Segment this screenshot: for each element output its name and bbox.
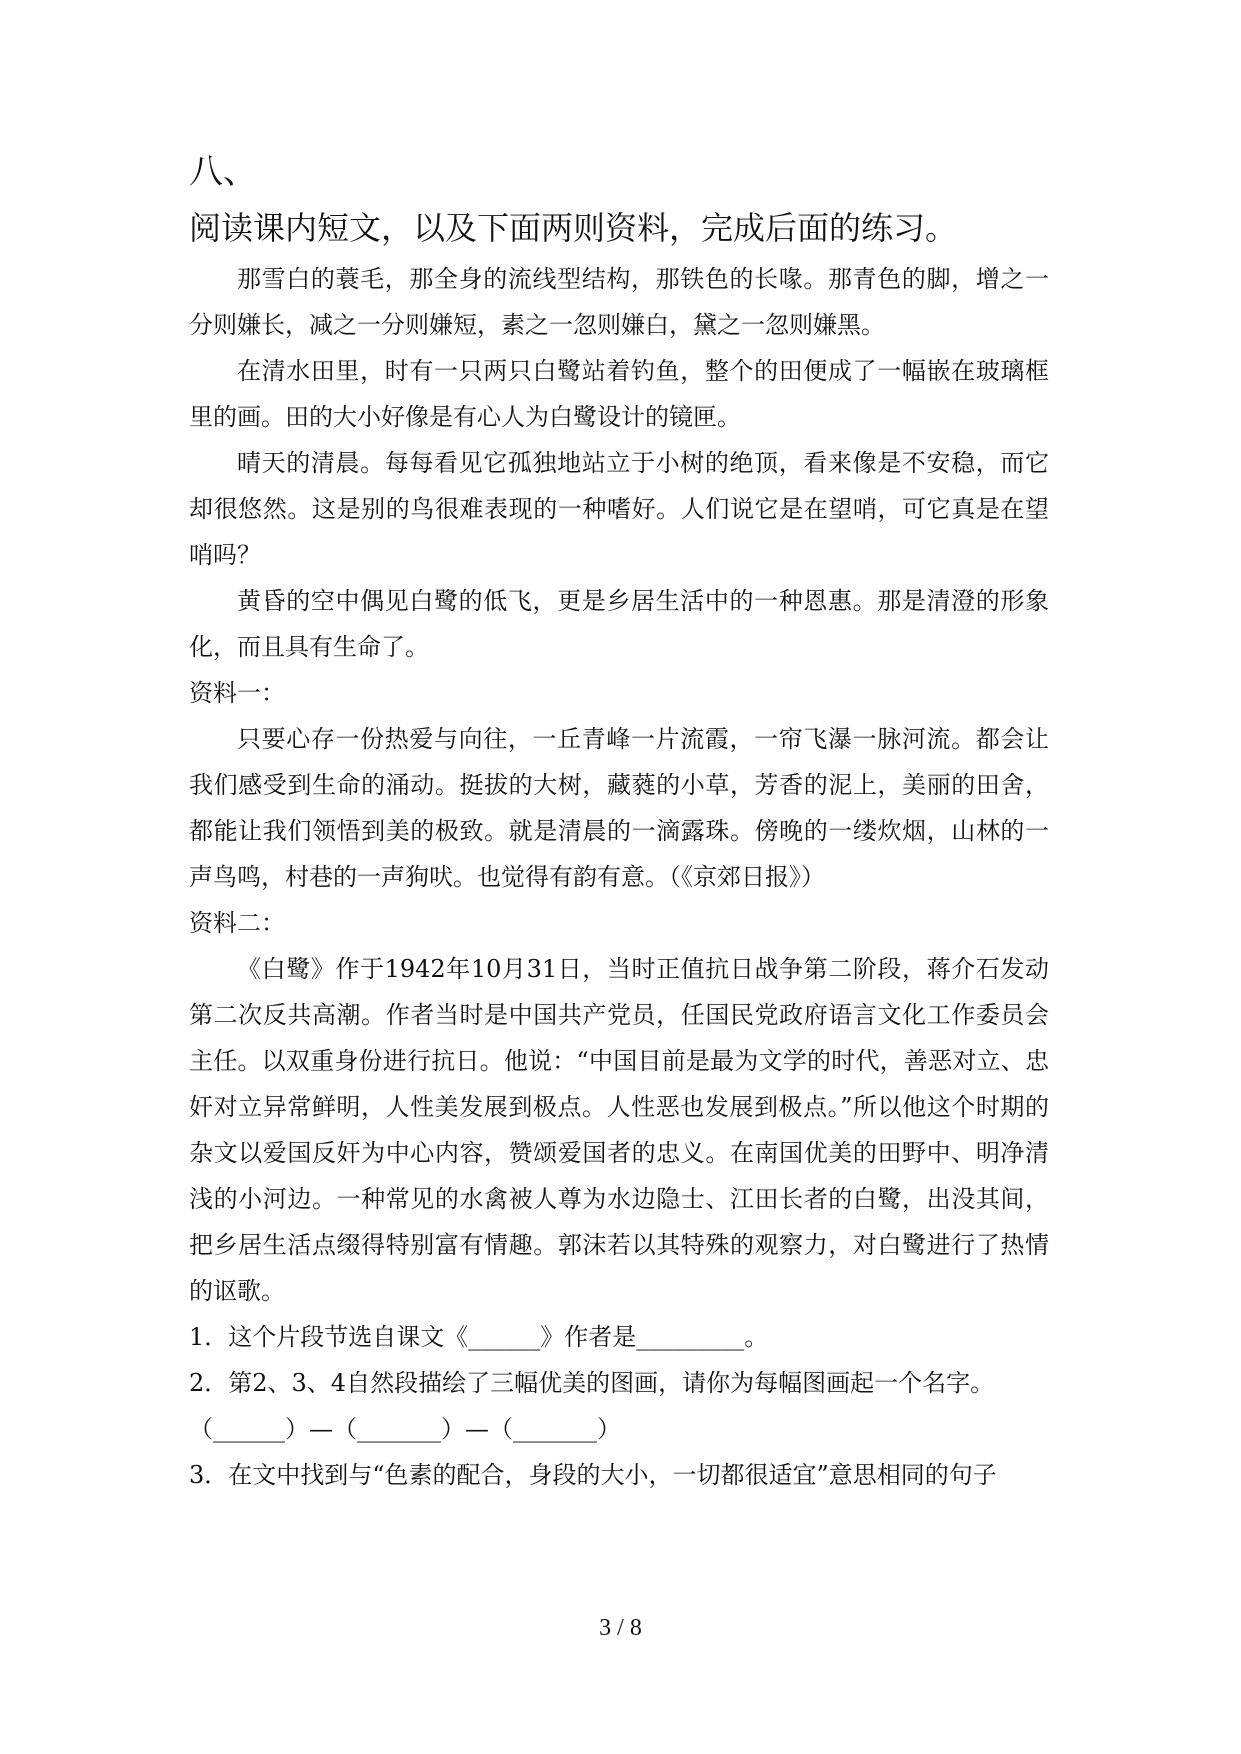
passage-paragraph-2: 在清水田里，时有一只两只白鹭站着钓鱼，整个的田便成了一幅嵌在玻璃框里的画。田的大小好像是有心人为白鹭设计的镜匣。 [189, 357, 1049, 431]
material-1-text: 只要心存一份热爱与向往，一丘青峰一片流霞，一帘飞瀑一脉河流。都会让我们感受到生命的涌动。挺拔的大树，藏蕤的小草，芳香的泥上，美丽的田舍，都能让我们领悟到美的极致。就是清晨的一滴露珠。傍晚的一缕炊烟，山林的一声鸟鸣，村巷的一声狗吠。也觉得有韵有意。（《京郊日报》） [189, 725, 1049, 891]
question-3: 3．在文中找到与“色素的配合，身段的大小，一切都很适宜”意思相同的句子 [189, 1461, 997, 1489]
passage-paragraph-4: 黄昏的空中偶见白鹭的低飞，更是乡居生活中的一种恩惠。那是清澄的形象化，而且具有生命了。 [189, 587, 1049, 661]
material-1-label: 资料一： [189, 679, 285, 707]
passage-paragraph-1: 那雪白的蓑毛，那全身的流线型结构，那铁色的长喙。那青色的脚，增之一分则嫌长，减之一分则嫌短，素之一忽则嫌白，黛之一忽则嫌黑。 [189, 265, 1049, 339]
section-number: 八、 [189, 152, 257, 192]
question-1: 1．这个片段节选自课文《______》作者是_________。 [189, 1323, 769, 1351]
passage-paragraph-3: 晴天的清晨。每每看见它孤独地站立于小树的绝顶，看来像是不安稳，而它却很悠然。这是别的鸟很难表现的一种嗜好。人们说它是在望哨，可它真是在望哨吗？ [189, 449, 1049, 569]
material-2-label: 资料二： [189, 909, 285, 937]
page-number: 3 / 8 [599, 1615, 642, 1641]
page-content [189, 150, 1049, 1498]
question-2: 2．第2、3、4自然段描绘了三幅优美的图画，请你为每幅图画起一个名字。 [189, 1369, 995, 1397]
material-2-text: 《白鹭》作于1942年10月31日，当时正值抗日战争第二阶段，蒋介石发动第二次反共高潮。作者当时是中国共产党员，任国民党政府语言文化工作委员会主任。以双重身份进行抗日。他说：“中国目前是最为文学的时代，善恶对立、忠奸对立异常鲜明，人性美发展到极点。人性恶也发展到极点。”所以他这个时期的杂文以爱国反奸为中心内容，赞颂爱国者的忠义。在南国优美的田野中、明净清浅的小河边。一种常见的水禽被人尊为水边隐士、江田长者的白鹭，出没其间，把乡居生活点缀得特别富有情趣。郭沫若以其特殊的观察力，对白鹭进行了热情的讴歌。 [189, 955, 1049, 1305]
section-instruction: 阅读课内短文，以及下面两则资料，完成后面的练习。 [189, 209, 958, 247]
question-2-answer-blanks: （______）—（_______）—（_______） [189, 1415, 621, 1443]
